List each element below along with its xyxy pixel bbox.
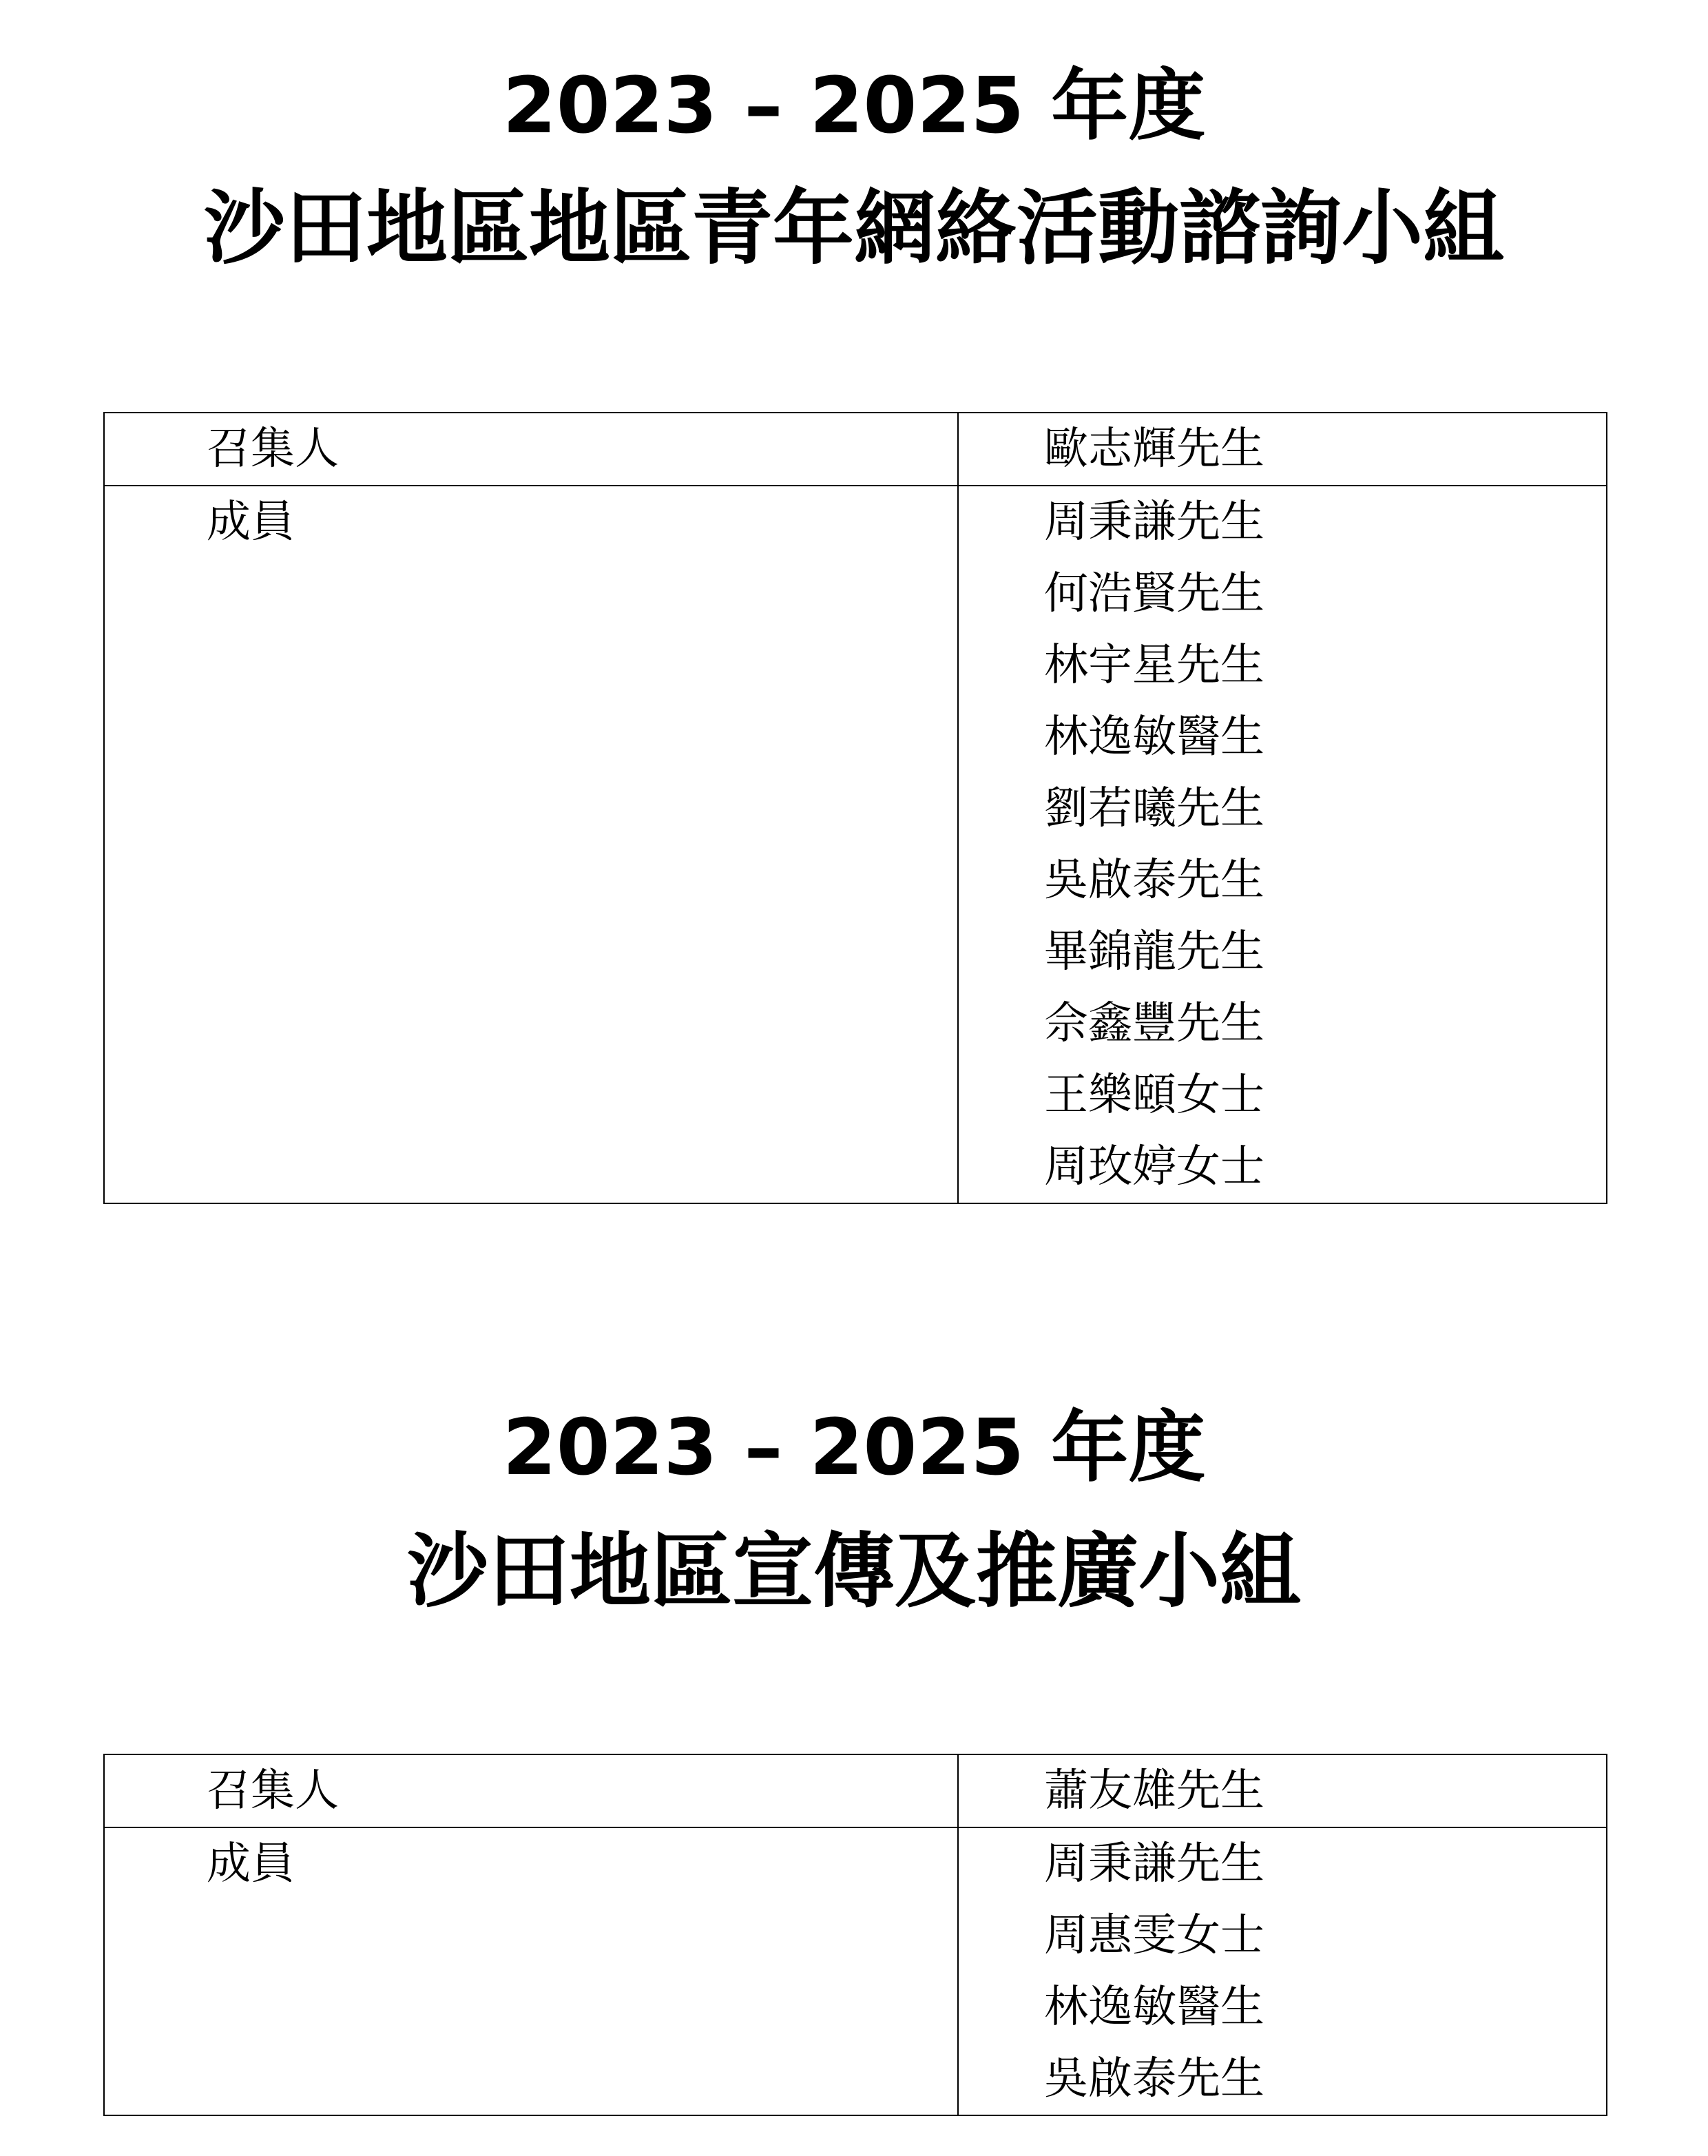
members-label: 成員 — [104, 486, 958, 1203]
section-1-group-title: 沙田地區地區青年網絡活動諮詢小組 — [203, 180, 1504, 276]
member-name: 林逸敏醫生 — [1044, 712, 1264, 763]
member-name: 周秉謙先生 — [1044, 1838, 1264, 1889]
member-name: 王樂頤女士 — [1044, 1070, 1264, 1121]
convener-row — [104, 1754, 1607, 1827]
members-list — [958, 486, 1607, 1203]
member-name: 吳啟泰先生 — [1044, 2053, 1264, 2104]
convener-name: 歐志輝先生 — [958, 413, 1607, 486]
member-name: 周秉謙先生 — [1044, 497, 1264, 548]
convener-label: 召集人 — [104, 413, 958, 486]
section-1-roster-table — [103, 412, 1607, 1204]
member-name: 何浩賢先生 — [1044, 568, 1264, 619]
member-name: 佘鑫豐先生 — [1044, 998, 1264, 1049]
convener-name: 蕭友雄先生 — [958, 1754, 1607, 1827]
section-2-year-heading: 2023 – 2025 年度 — [502, 1403, 1206, 1493]
members-list — [958, 1827, 1607, 2115]
section-2-roster-table — [103, 1754, 1607, 2116]
member-name: 林逸敏醫生 — [1044, 1982, 1264, 2033]
convener-label: 召集人 — [104, 1754, 958, 1827]
member-name: 吳啟泰先生 — [1044, 855, 1264, 906]
section-1-year-heading: 2023 – 2025 年度 — [502, 61, 1206, 151]
section-2-group-title: 沙田地區宣傳及推廣小組 — [406, 1524, 1301, 1619]
members-row — [104, 1827, 1607, 2115]
member-name: 周惠雯女士 — [1044, 1910, 1264, 1961]
member-name: 劉若曦先生 — [1044, 783, 1264, 834]
member-name: 周玫婷女士 — [1044, 1141, 1264, 1192]
convener-row — [104, 413, 1607, 486]
members-row — [104, 486, 1607, 1203]
member-name: 林宇星先生 — [1044, 640, 1264, 691]
member-name: 畢錦龍先生 — [1044, 926, 1264, 977]
members-label: 成員 — [104, 1827, 958, 2115]
